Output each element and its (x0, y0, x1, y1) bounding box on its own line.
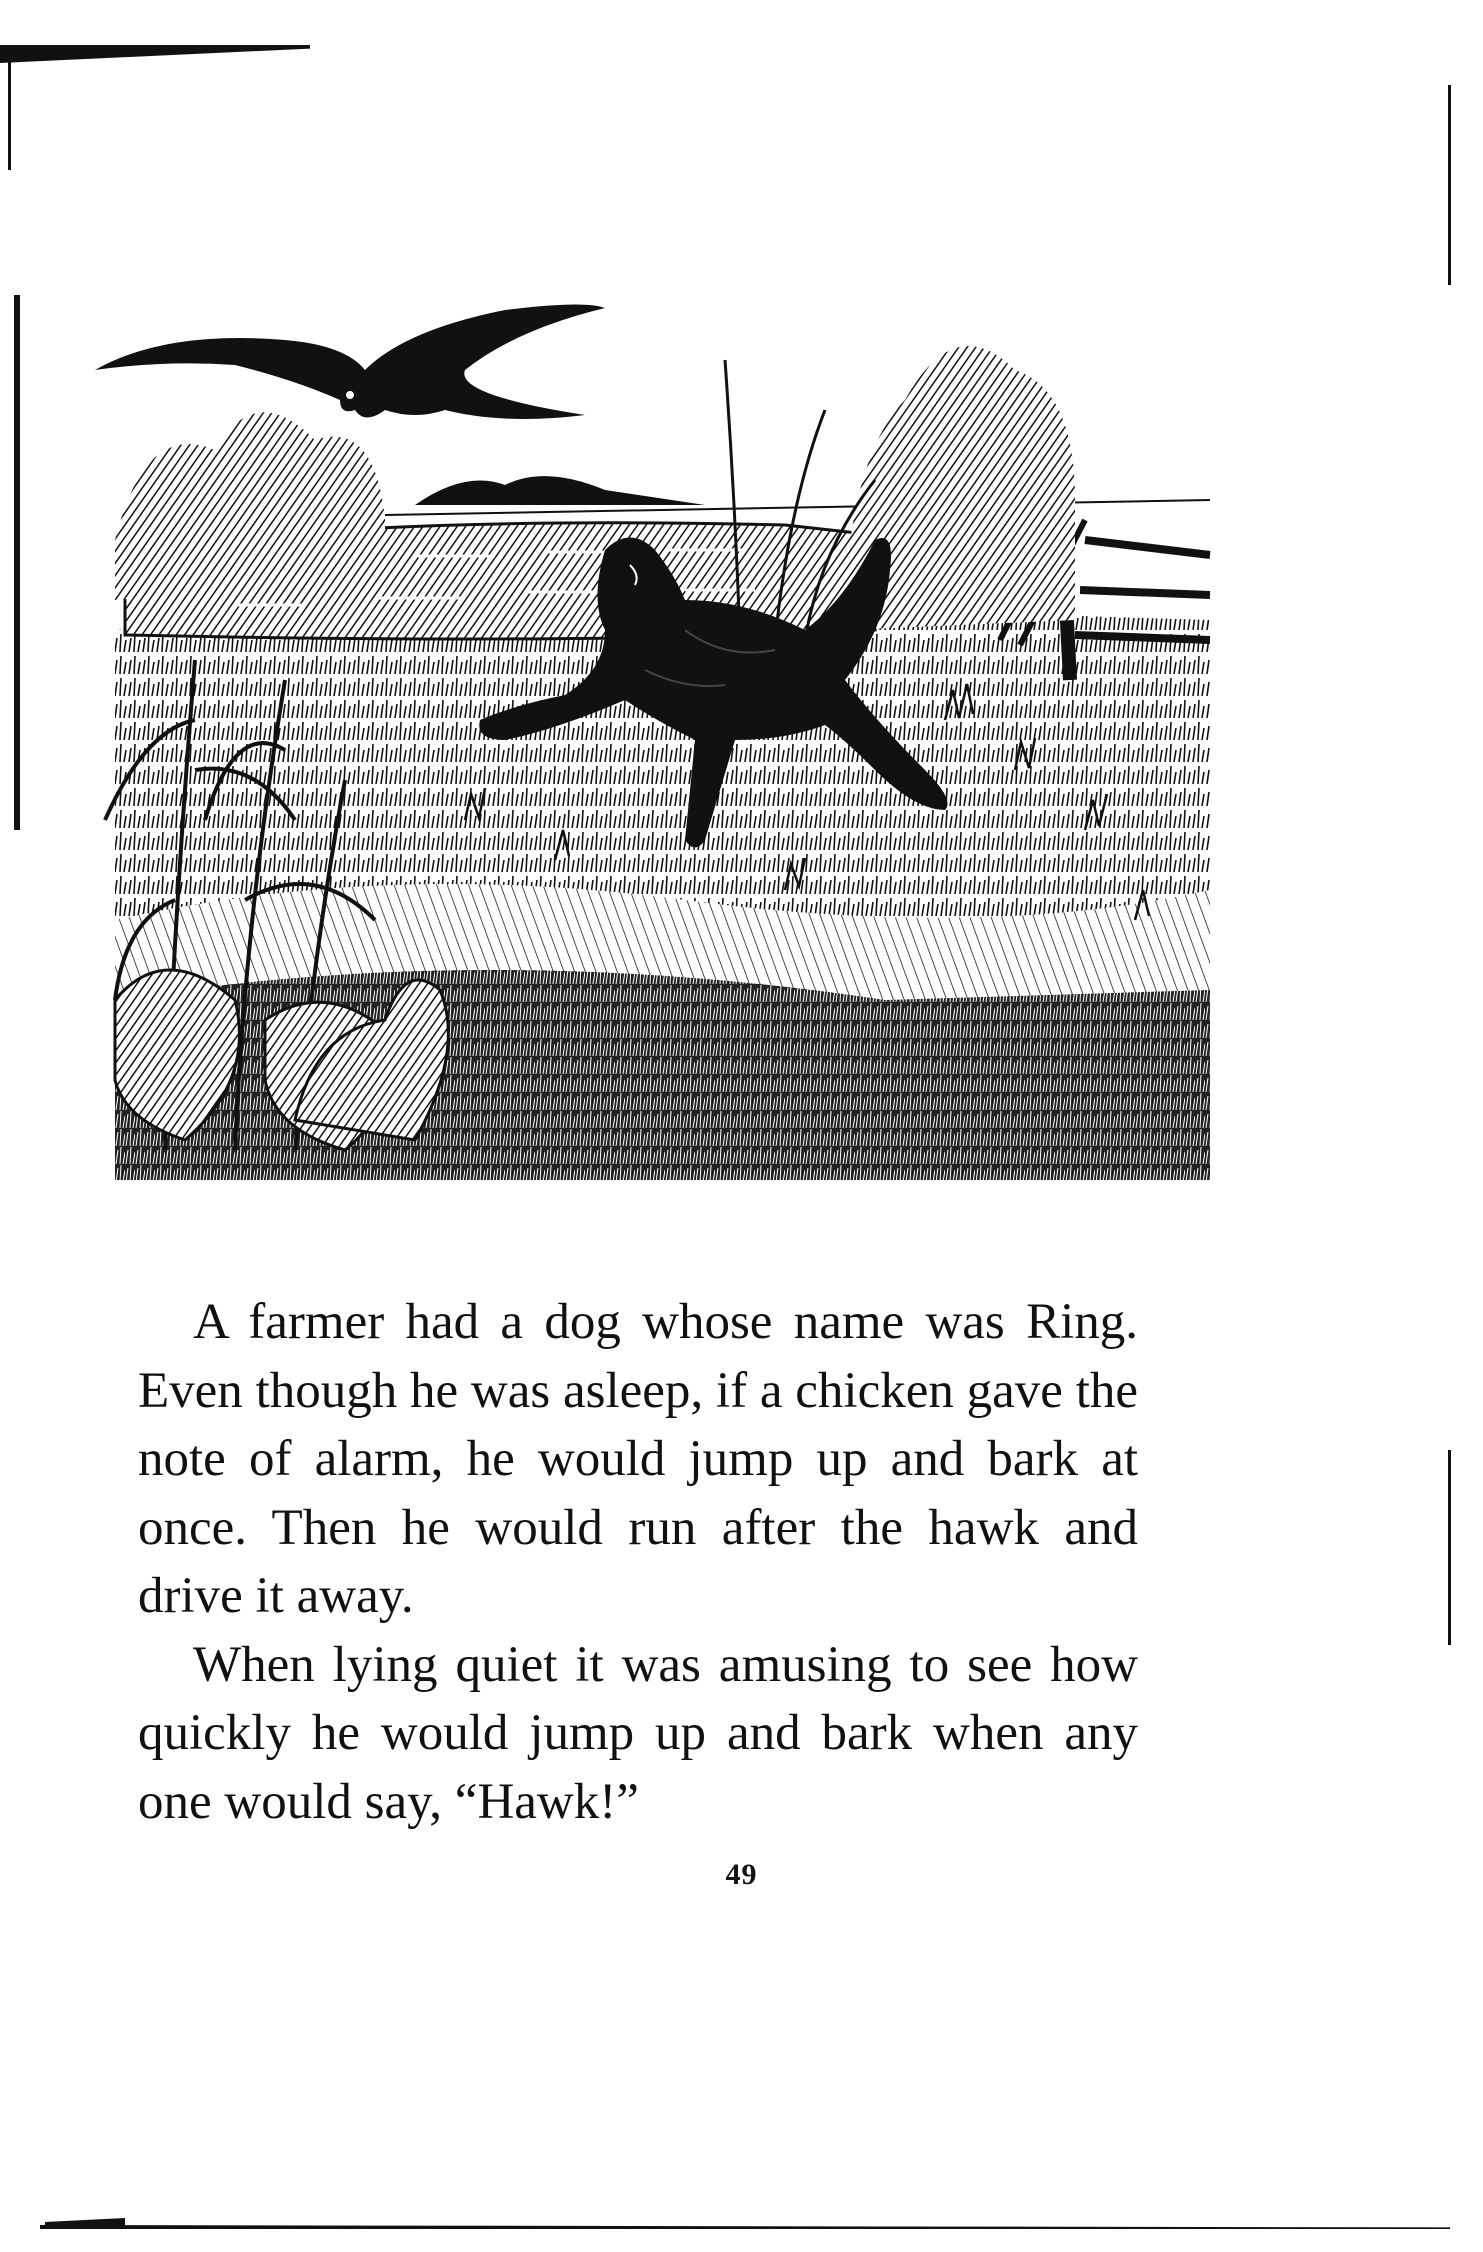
page-number: 49 (725, 1858, 758, 1891)
story-paragraph-2: When lying quiet it was amusing to see how quickly he would jump up and bark when any one would say, “Hawk!” (138, 1636, 1138, 1830)
scan-edge-mark-right-middle (1448, 1450, 1451, 1645)
scan-edge-mark-right-top (1448, 85, 1451, 285)
hawk (95, 304, 605, 419)
scan-edge-mark-top-left (0, 45, 310, 63)
illustration-hawk-and-dog (85, 300, 1215, 1215)
scan-edge-mark-top-left-vertical (8, 60, 11, 170)
scan-edge-mark-bottom (40, 2225, 1450, 2229)
bush-left (115, 412, 385, 600)
story-text (138, 1288, 1138, 1836)
story-paragraph-1: A farmer had a dog whose name was Ring. Even though he was asleep, if a chicken gave the note of alarm, he would jump up and bark at once. Then he would run after the hawk and drive it away. (138, 1294, 1138, 1624)
scan-edge-mark-left-bar (14, 295, 20, 830)
scan-edge-mark-bottom-left (45, 2218, 125, 2228)
